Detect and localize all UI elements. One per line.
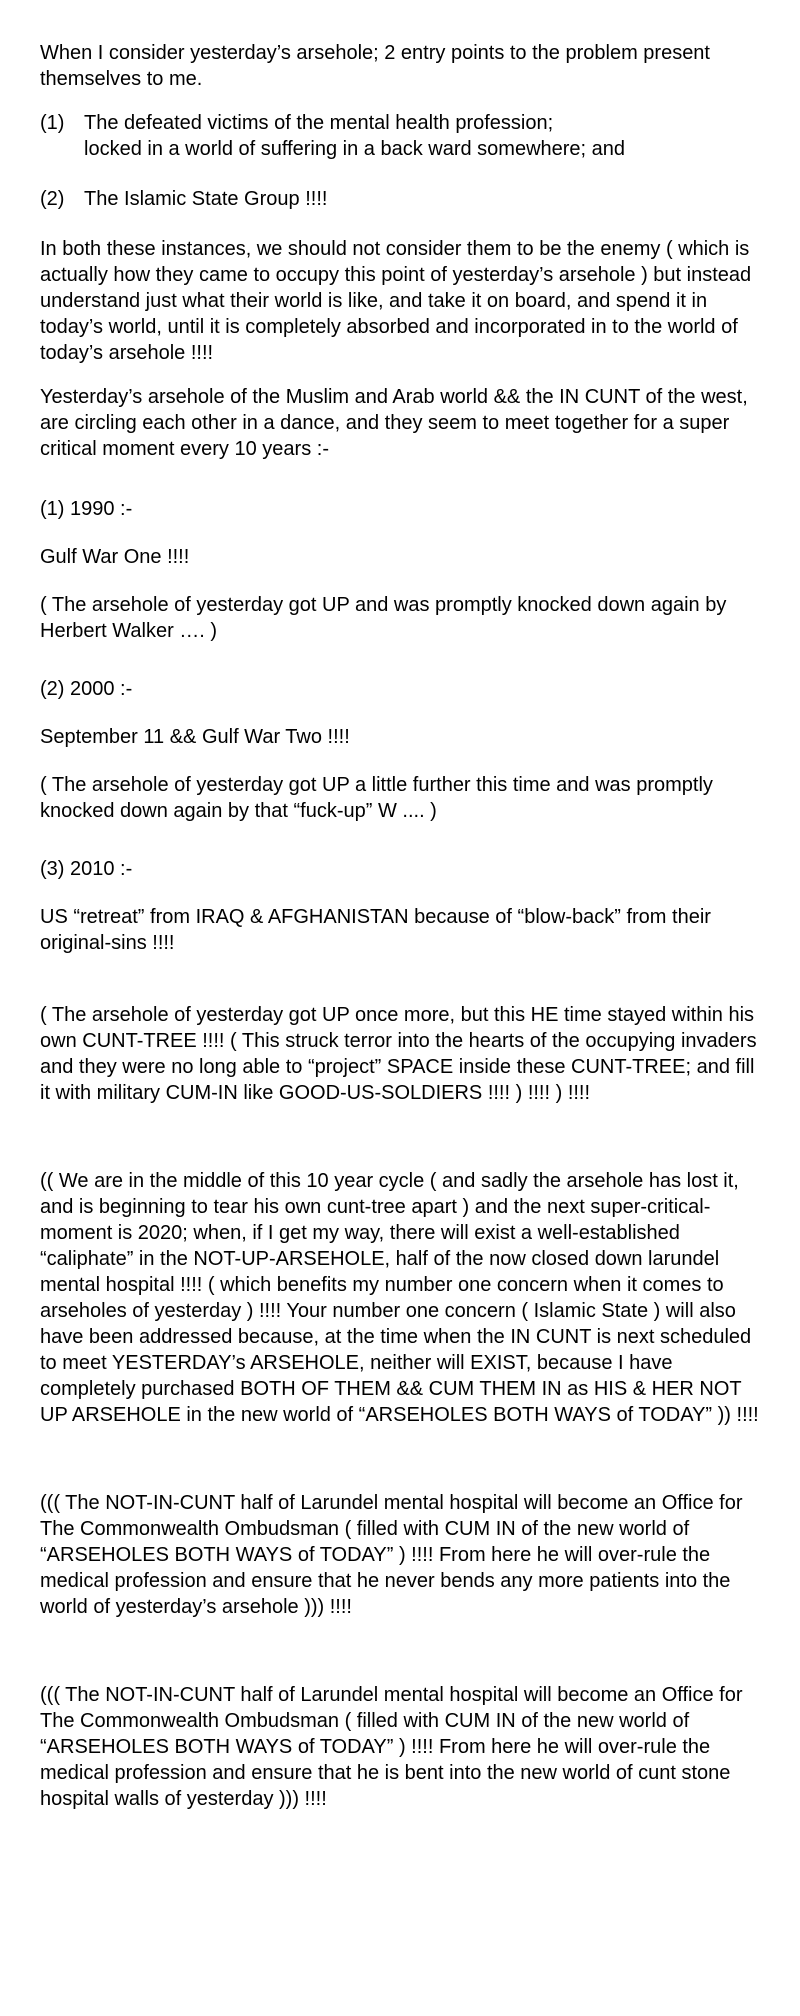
list-number: (2) [40,188,65,210]
section-heading-2010: (3) 2010 :- [40,858,133,880]
intro-paragraph: When I consider yesterday’s arsehole; 2 entry points to the problem present themselves to me. [40,42,710,90]
list-body [84,186,760,212]
list-item-1 [40,110,760,162]
section-note-1990: ( The arsehole of yesterday got UP and was promptly knocked down again by Herbert Walker …. ) [40,594,727,642]
document-body [40,40,760,1812]
list-item-2 [40,186,760,212]
section-note-2010: ( The arsehole of yesterday got UP once more, but this HE time stayed within his own CUNT-TREE !!!! ( This struck terror into the hearts of the occupying invaders and they were no long able to “project” SPACE inside these CUNT-TREE; and fill it with military CUM-IN like GOOD-US-SOLDIERS !!!! ) !!!! ) !!!! [40,1004,757,1104]
section-event-1990: Gulf War One !!!! [40,546,190,568]
paragraph-ombudsman-2: ((( The NOT-IN-CUNT half of Larundel mental hospital will become an Office for The Commonwealth Ombudsman ( filled with CUM IN of the new world of “ARSEHOLES BOTH WAYS of TODAY” ) !!!! From here he will over-rule the medical profession and ensure that he is bent into the new world of cunt stone hospital walls of yesterday ))) !!!! [40,1684,743,1810]
list-body [84,110,760,162]
list-number: (1) [40,112,65,134]
section-note-2000: ( The arsehole of yesterday got UP a little further this time and was promptly knocked down again by that “fuck-up” W .... ) [40,774,713,822]
list-line: The Islamic State Group !!!! [84,188,328,210]
section-event-2010: US “retreat” from IRAQ & AFGHANISTAN because of “blow-back” from their original-sins !!!! [40,906,711,954]
paragraph-both-instances: In both these instances, we should not consider them to be the enemy ( which is actually how they came to occupy this point of yesterday’s arsehole ) but instead understand just what their world is like, and take it on board, and spend it in today’s world, until it is completely absorbed and incorporated in to the world of today’s arsehole !!!! [40,238,752,364]
section-heading-1990: (1) 1990 :- [40,498,133,520]
paragraph-dance: Yesterday’s arsehole of the Muslim and Arab world && the IN CUNT of the west, are circling each other in a dance, and they seem to meet together for a super critical moment every 10 years :- [40,386,748,460]
section-event-2000: September 11 && Gulf War Two !!!! [40,726,350,748]
list-line: locked in a world of suffering in a back ward somewhere; and [84,138,626,160]
paragraph-cycle: (( We are in the middle of this 10 year cycle ( and sadly the arsehole has lost it, and is beginning to tear his own cunt-tree apart ) and the next super-critical-moment is 2020; when, if I get my way, there will exist a well-established “caliphate” in the NOT-UP-ARSEHOLE, half of the now closed down larundel mental hospital !!!! ( which benefits my number one concern when it comes to arseholes of yesterday ) !!!! Your number one concern ( Islamic State ) will also have been addressed because, at the time when the IN CUNT is next scheduled to meet YESTERDAY’s ARSEHOLE, neither will EXIST, because I have completely purchased BOTH OF THEM && CUM THEM IN as HIS & HER NOT UP ARSEHOLE in the new world of “ARSEHOLES BOTH WAYS of TODAY” )) !!!! [40,1170,759,1426]
list-line: The defeated victims of the mental health profession; [84,112,554,134]
section-heading-2000: (2) 2000 :- [40,678,133,700]
paragraph-ombudsman-1: ((( The NOT-IN-CUNT half of Larundel mental hospital will become an Office for The Commonwealth Ombudsman ( filled with CUM IN of the new world of “ARSEHOLES BOTH WAYS of TODAY” ) !!!! From here he will over-rule the medical profession and ensure that he never bends any more patients into the world of yesterday’s arsehole ))) !!!! [40,1492,743,1618]
